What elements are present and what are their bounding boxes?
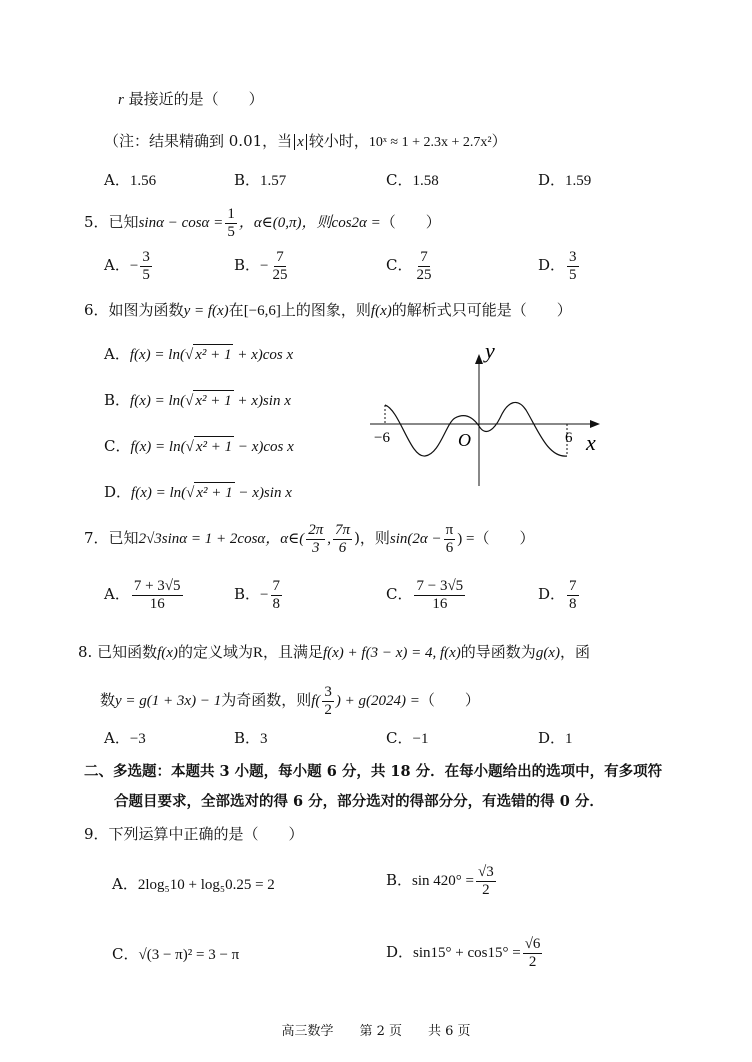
q6-option-b[interactable]: B．f(x) = ln(√ x² + 1 + x)sin x bbox=[104, 391, 291, 409]
option-frac bbox=[567, 249, 579, 284]
q4-note-formula: 10ˣ ≈ 1 + 2.3x + 2.7x² bbox=[368, 135, 492, 150]
option-value: 1.59 bbox=[565, 173, 592, 189]
option-value: 1.58 bbox=[412, 173, 439, 189]
option-expr: √(3 − π)² = 3 − π bbox=[138, 947, 240, 963]
section2-heading-line2: 合题目要求，全部选对的得 6 分，部分选对的得部分分，有选错的得 0 分． bbox=[114, 793, 604, 810]
q8-tail: （ ） bbox=[419, 691, 480, 709]
option-frac bbox=[523, 936, 543, 971]
option-lhs: f(x) = ln( bbox=[130, 393, 186, 409]
option-label: C． bbox=[104, 437, 131, 455]
frac-den: 3 bbox=[312, 539, 320, 556]
frac-num: 7 bbox=[272, 577, 280, 594]
option-label: C． bbox=[386, 256, 413, 274]
q6-function-graph bbox=[360, 338, 610, 488]
frac-num: 7 bbox=[276, 248, 284, 265]
option-label: A． bbox=[104, 729, 130, 747]
q4-option-d[interactable] bbox=[538, 170, 591, 191]
q6-number: 6． bbox=[84, 301, 109, 319]
frac-num: 7 − 3√5 bbox=[416, 577, 464, 594]
option-label: A． bbox=[112, 875, 138, 893]
frac-den: 25 bbox=[272, 266, 288, 283]
option-label: D． bbox=[538, 729, 566, 747]
q6-post: 上的图象，则 bbox=[280, 301, 371, 319]
q9-option-a[interactable] bbox=[112, 874, 275, 895]
option-trig: )sin x bbox=[258, 485, 292, 501]
q7-option-a[interactable] bbox=[104, 574, 185, 615]
q7-cond-post: )，则 bbox=[354, 529, 390, 547]
option-label: C． bbox=[386, 729, 413, 747]
q5-option-a[interactable] bbox=[104, 247, 154, 284]
option-trig: )cos x bbox=[258, 439, 294, 455]
q7-tail: （ ） bbox=[474, 529, 535, 547]
section2-heading-line1: 二、多选题：本题共 3 小题，每小题 6 分，共 18 分．在每小题给出的选项中，有多项符 bbox=[84, 763, 663, 780]
option-frac bbox=[567, 578, 579, 613]
q7-frac-1 bbox=[306, 522, 325, 557]
q5-option-b[interactable] bbox=[234, 247, 292, 284]
frac-num: 3 bbox=[569, 248, 577, 265]
option-label: A． bbox=[104, 585, 130, 603]
q8-l2b: 为奇函数，则 bbox=[221, 691, 312, 709]
q6-fx: f(x) bbox=[370, 303, 392, 319]
frac-den: 2 bbox=[482, 881, 490, 898]
frac-den: 5 bbox=[227, 223, 235, 240]
q6-option-d[interactable]: D．f(x) = ln(√ x² + 1 − x)sin x bbox=[104, 483, 292, 501]
frac-den: 2 bbox=[528, 953, 537, 970]
q4-option-b[interactable] bbox=[234, 170, 286, 191]
q6-tail: 的解析式只可能是（ ） bbox=[391, 301, 572, 319]
option-trig: )cos x bbox=[257, 347, 294, 363]
option-label: A． bbox=[104, 345, 130, 363]
option-trig: )sin x bbox=[257, 393, 291, 409]
q8-frac bbox=[322, 684, 334, 719]
q5-cond: ，α∈(0,π)，则 bbox=[238, 215, 332, 231]
option-lhs: f(x) = ln( bbox=[129, 347, 185, 363]
q8-stem-line1 bbox=[78, 642, 590, 663]
option-radicand: x² + 1 bbox=[193, 390, 233, 411]
q8-l1e: ，函 bbox=[559, 643, 590, 661]
option-value: 3 bbox=[260, 731, 268, 747]
q8-l1eq: f(x) + f(3 − x) = 4, f(x) bbox=[322, 645, 461, 661]
q9-number: 9． bbox=[84, 825, 109, 843]
option-frac bbox=[140, 249, 152, 284]
frac-den: 16 bbox=[149, 595, 165, 612]
q8-l1b: 的定义域为 bbox=[177, 643, 253, 661]
frac-den: 6 bbox=[338, 539, 347, 556]
q4-option-c[interactable] bbox=[386, 170, 439, 191]
option-lhs: sin15° + cos15° = bbox=[413, 945, 521, 961]
q8-l2eq: y = g(1 + 3x) − 1 bbox=[115, 693, 222, 709]
frac-den: 8 bbox=[569, 595, 577, 612]
q5-frac bbox=[225, 206, 237, 241]
origin-label: O bbox=[458, 430, 471, 450]
q4-var: r bbox=[118, 92, 124, 108]
option-lhs: f(x) = ln( bbox=[130, 439, 186, 455]
q7-frac-3 bbox=[444, 522, 456, 557]
option-label: D． bbox=[538, 585, 566, 603]
frac-den: 5 bbox=[142, 266, 150, 283]
option-label: C． bbox=[112, 945, 139, 963]
frac-num: π bbox=[445, 521, 454, 538]
option-label: C． bbox=[386, 585, 413, 603]
frac-num: 3 bbox=[324, 683, 332, 700]
option-label: B． bbox=[104, 391, 131, 409]
q5-stem bbox=[84, 204, 441, 241]
x-label: x bbox=[586, 430, 596, 455]
q7-comma: , bbox=[327, 531, 332, 547]
q8-l1gx: g(x) bbox=[535, 645, 560, 661]
option-lhs: f(x) = ln( bbox=[131, 485, 187, 501]
q9-stem-text: 下列运算中正确的是（ ） bbox=[108, 825, 304, 843]
option-value: 1.57 bbox=[260, 173, 287, 189]
y-axis-arrow bbox=[475, 354, 483, 364]
q7-option-d[interactable] bbox=[538, 574, 581, 615]
function-curve bbox=[385, 402, 567, 456]
option-label: C． bbox=[386, 171, 413, 189]
option-sign: − bbox=[260, 587, 269, 603]
q6-stem bbox=[84, 300, 572, 321]
frac-den: 6 bbox=[445, 539, 454, 556]
q9-stem bbox=[84, 824, 304, 844]
frac-num: 3 bbox=[142, 248, 150, 265]
option-label: B． bbox=[234, 585, 261, 603]
option-label: A． bbox=[104, 171, 130, 189]
option-sign: − x bbox=[234, 439, 259, 455]
q4-note-pre: （注：结果精确到 0.01，当 bbox=[104, 132, 293, 150]
q4-note bbox=[104, 131, 507, 153]
frac-num: √3 bbox=[478, 863, 494, 880]
q7-number: 7． bbox=[84, 529, 109, 547]
frac-num: 1 bbox=[227, 205, 235, 222]
q5-ask: cos2α = bbox=[331, 215, 381, 231]
q9-option-b[interactable] bbox=[386, 860, 498, 901]
q8-number: 8. bbox=[78, 643, 93, 661]
option-label: D． bbox=[386, 943, 414, 961]
q8-stem-line2 bbox=[100, 680, 480, 721]
option-radicand: x² + 1 bbox=[194, 482, 234, 503]
option-label: D． bbox=[538, 171, 566, 189]
q6-interval: [−6,6] bbox=[243, 303, 281, 319]
q8-option-a[interactable] bbox=[104, 728, 146, 749]
frac-den: 16 bbox=[432, 595, 448, 612]
option-lhs: sin 420° = bbox=[412, 873, 474, 889]
q8-option-c[interactable] bbox=[386, 728, 428, 749]
option-label: B． bbox=[386, 871, 413, 889]
left-tick-label: −6 bbox=[374, 430, 390, 446]
option-label: B． bbox=[234, 256, 261, 274]
q7-option-b[interactable] bbox=[234, 574, 284, 615]
option-label: B． bbox=[234, 171, 261, 189]
right-tick-label: 6 bbox=[565, 430, 573, 446]
q4-tail: 最接近的是（ ） bbox=[128, 90, 264, 108]
frac-num: 7 bbox=[420, 248, 428, 265]
frac-den: 25 bbox=[416, 266, 432, 283]
q8-l1d: 的导函数为 bbox=[460, 643, 536, 661]
q7-ask-pre: sin(2α − bbox=[389, 531, 442, 547]
option-sign: − bbox=[129, 258, 139, 274]
option-label: D． bbox=[104, 483, 132, 501]
y-label: y bbox=[485, 338, 495, 363]
q8-l1R: R bbox=[252, 645, 263, 661]
option-value: 1.56 bbox=[129, 173, 157, 189]
q7-ask-post: ) = bbox=[457, 531, 475, 547]
q7-eq: 2√3sinα = 1 + 2cosα bbox=[138, 531, 266, 547]
option-frac bbox=[414, 249, 433, 284]
frac-num: 7 bbox=[569, 577, 577, 594]
q6-mid: 在 bbox=[228, 301, 244, 319]
q7-pre: 已知 bbox=[108, 529, 139, 547]
q5-number: 5． bbox=[84, 213, 109, 231]
q8-l2g: ) + g(2024) = bbox=[335, 693, 420, 709]
option-value: −1 bbox=[412, 731, 429, 747]
q6-option-a[interactable]: A．f(x) = ln(√ x² + 1 + x)cos x bbox=[104, 345, 294, 363]
frac-num: 7 + 3√5 bbox=[133, 577, 181, 594]
option-sign: + x bbox=[233, 393, 258, 409]
q5-option-d[interactable] bbox=[538, 247, 581, 284]
q8-l1c: ，且满足 bbox=[262, 643, 323, 661]
option-label: B． bbox=[234, 729, 261, 747]
q4-note-abs: x bbox=[294, 134, 307, 150]
frac-num: 7π bbox=[335, 521, 351, 538]
option-label: A． bbox=[104, 256, 130, 274]
q9-option-d[interactable] bbox=[386, 932, 544, 973]
option-value: 1 bbox=[565, 731, 573, 747]
option-frac bbox=[476, 864, 496, 899]
option-frac bbox=[414, 578, 465, 613]
q5-expr: sinα − cosα = bbox=[138, 215, 224, 231]
q4-note-post: ） bbox=[491, 132, 507, 150]
option-sign: − x bbox=[234, 485, 259, 501]
q8-l2a: 数 bbox=[100, 691, 116, 709]
q8-option-b[interactable] bbox=[234, 728, 268, 749]
frac-num: √6 bbox=[524, 935, 541, 952]
q7-frac-2 bbox=[333, 522, 352, 557]
q5-tail: （ ） bbox=[380, 213, 441, 231]
q6-func: y = f(x) bbox=[183, 303, 229, 319]
option-radicand: x² + 1 bbox=[193, 344, 233, 365]
frac-num: 2π bbox=[308, 521, 324, 538]
q7-option-c[interactable] bbox=[386, 574, 467, 615]
option-value: −3 bbox=[129, 731, 146, 747]
q5-pre: 已知 bbox=[108, 213, 139, 231]
frac-den: 8 bbox=[272, 595, 280, 612]
page-footer: 高三数学 第 2 页 共 6 页 bbox=[281, 1024, 471, 1039]
option-sign: + x bbox=[233, 347, 258, 363]
q8-option-d[interactable] bbox=[538, 728, 573, 749]
q9-option-c[interactable] bbox=[112, 944, 239, 965]
frac-den: 5 bbox=[569, 266, 577, 283]
q6-option-c[interactable]: C．f(x) = ln(√ x² + 1 − x)cos x bbox=[104, 437, 294, 455]
x-axis-arrow bbox=[590, 420, 600, 428]
q7-cond-pre: ，α∈( bbox=[265, 531, 305, 547]
q8-l1fx: f(x) bbox=[157, 645, 178, 661]
q4-option-a[interactable] bbox=[104, 170, 156, 191]
option-sign: − bbox=[260, 258, 269, 274]
q4-stem-tail bbox=[118, 89, 264, 110]
option-frac bbox=[271, 578, 283, 613]
q5-option-c[interactable] bbox=[386, 247, 435, 284]
option-expr: 2log₅10 + log₅0.25 = 2 bbox=[137, 877, 275, 893]
q4-note-mid: 较小时， bbox=[308, 132, 369, 150]
option-radicand: x² + 1 bbox=[194, 436, 234, 457]
q8-l1a: 已知函数 bbox=[97, 643, 158, 661]
option-frac bbox=[271, 249, 290, 284]
q7-stem bbox=[84, 518, 534, 559]
option-label: D． bbox=[538, 256, 566, 274]
frac-den: 2 bbox=[324, 701, 332, 718]
option-frac bbox=[132, 578, 183, 613]
q8-l2f: f( bbox=[311, 693, 321, 709]
q6-pre: 如图为函数 bbox=[108, 301, 184, 319]
